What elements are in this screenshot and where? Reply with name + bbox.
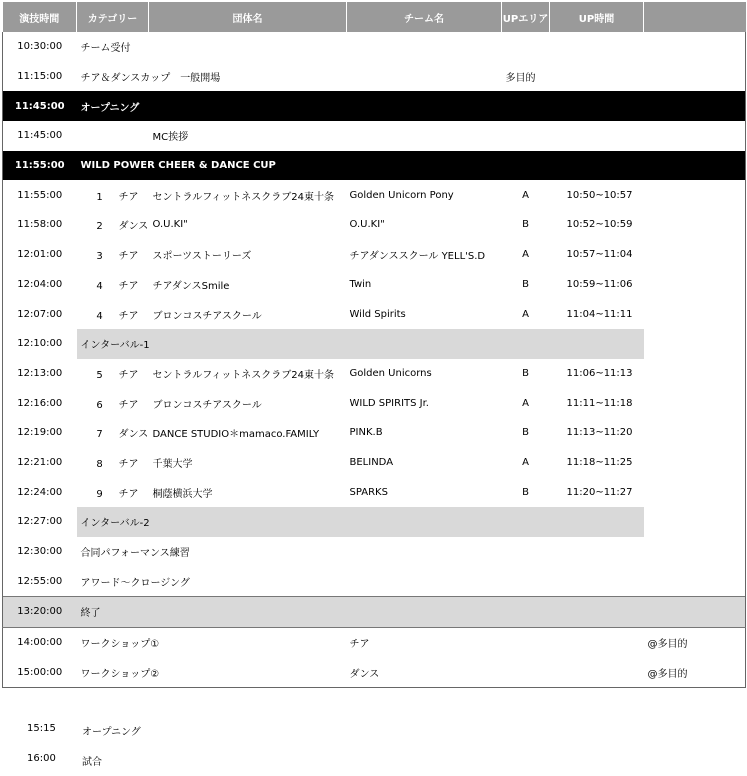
schedule-row (3, 537, 746, 567)
extra-cell (644, 62, 746, 92)
up-area-cell: B (522, 486, 529, 498)
schedule-table (2, 2, 746, 688)
time-cell: 12:19:00 (3, 418, 77, 448)
schedule-row (3, 657, 746, 687)
extra-cell: @多目的 (644, 627, 746, 657)
label-cell: MC挨拶 (149, 121, 746, 151)
extra-cell (644, 388, 746, 418)
up-area-cell: 多目的 (505, 73, 536, 85)
entry-category: ダンス (118, 221, 149, 233)
up-time-cell: 10:59~11:06 (566, 278, 633, 290)
section-title-cell: オープニング (77, 91, 746, 121)
extra-cell (644, 507, 746, 537)
interval-label-cell: インターバル-1 (77, 329, 644, 359)
team-name-cell: SPARKS (349, 486, 388, 498)
up-area-cell: A (522, 308, 529, 320)
entry-category: チア (118, 488, 139, 500)
extra-cell (644, 32, 746, 62)
group-name-cell: スポーツストーリーズ (152, 251, 252, 263)
header-team-name: チーム名 (347, 2, 502, 32)
interval-label-cell: インターバル-2 (77, 507, 644, 537)
group-name-cell: 桐蔭横浜大学 (152, 488, 213, 500)
group-name-cell: セントラルフィットネスクラブ24東十条 (152, 369, 335, 381)
after-schedule-time: 15:15 (27, 723, 56, 734)
extra-cell (644, 210, 746, 240)
entry-category: チア (118, 399, 139, 411)
time-cell: 11:45:00 (3, 91, 77, 121)
extra-cell: @多目的 (644, 657, 746, 687)
up-time-cell: 11:20~11:27 (566, 486, 633, 498)
schedule-row (3, 91, 746, 121)
group-name-cell: 千葉大学 (152, 458, 193, 470)
extra-cell (644, 240, 746, 270)
label-cell: ワークショップ① (80, 639, 160, 651)
schedule-row (3, 32, 746, 62)
label-cell: 終了 (77, 597, 746, 628)
after-schedule-item (0, 720, 300, 740)
category-cell (77, 359, 149, 389)
entry-number: 5 (96, 369, 103, 381)
time-cell: 15:00:00 (3, 657, 77, 687)
time-cell: 11:55:00 (3, 151, 77, 181)
team-name-cell: チアダンススクール YELL'S.D (349, 251, 486, 263)
after-schedule-time: 16:00 (27, 753, 56, 764)
group-name-cell: O.U.KI" (152, 219, 188, 231)
category-cell (77, 388, 149, 418)
up-time-cell: 10:50~10:57 (566, 189, 633, 201)
group-name-cell: ブロンコスチアスクール (152, 399, 262, 411)
extra-cell (644, 448, 746, 478)
schedule-row (3, 448, 746, 478)
entry-number: 7 (96, 429, 103, 441)
team-name-cell: PINK.B (349, 427, 383, 439)
up-area-cell: B (522, 427, 529, 439)
group-name-cell: セントラルフィットネスクラブ24東十条 (152, 191, 335, 203)
group-name-cell: ブロンコスチアスクール (152, 310, 262, 322)
schedule-row (3, 418, 746, 448)
header-performance-time: 演技時間 (3, 2, 77, 32)
label-cell: 合同パフォーマンス練習 (80, 548, 190, 560)
entry-category: チア (118, 458, 139, 470)
group-name-cell: DANCE STUDIO＊mamaco.FAMILY (152, 429, 320, 441)
entry-category: チア (118, 369, 139, 381)
schedule-row (3, 477, 746, 507)
up-time-cell: 11:11~11:18 (566, 397, 633, 409)
category-cell (77, 121, 149, 151)
time-cell: 12:27:00 (3, 507, 77, 537)
entry-category: チア (118, 310, 139, 322)
up-area-cell: A (522, 397, 529, 409)
up-area-cell (502, 537, 644, 567)
time-cell: 11:45:00 (3, 121, 77, 151)
header-up-time: UP時間 (550, 2, 644, 32)
up-area-cell (502, 566, 644, 596)
category-cell (77, 270, 149, 300)
team-name-cell: WILD SPIRITS Jr. (349, 397, 429, 409)
entry-number: 4 (96, 280, 103, 292)
up-time-cell: 11:06~11:13 (566, 367, 633, 379)
up-time-cell: 11:13~11:20 (566, 427, 633, 439)
schedule-row (3, 359, 746, 389)
extra-cell (644, 329, 746, 359)
time-cell: 13:20:00 (3, 597, 77, 628)
entry-number: 8 (96, 458, 103, 470)
section-title-cell: WILD POWER CHEER & DANCE CUP (77, 151, 746, 181)
extra-cell (644, 418, 746, 448)
label-cell: ワークショップ② (77, 657, 347, 687)
label-cell: チーム受付 (80, 43, 131, 55)
after-schedule-label: 試合 (82, 757, 102, 768)
up-area-cell (502, 32, 644, 62)
time-cell: 12:24:00 (3, 477, 77, 507)
time-cell: 10:30:00 (3, 32, 77, 62)
label-cell: チア＆ダンスカップ 一般開場 (80, 73, 221, 85)
entry-number: 6 (96, 399, 103, 411)
header-row (3, 2, 746, 32)
category-cell (77, 180, 149, 210)
time-cell: 11:55:00 (3, 180, 77, 210)
schedule-row (3, 299, 746, 329)
up-time-cell: 11:18~11:25 (566, 456, 633, 468)
time-cell: 12:30:00 (3, 537, 77, 567)
header-blank (644, 2, 746, 32)
schedule-row (3, 121, 746, 151)
header-group-name: 団体名 (149, 2, 347, 32)
team-name-cell: チア (349, 639, 370, 651)
entry-category: チア (118, 191, 139, 203)
time-cell: 12:13:00 (3, 359, 77, 389)
extra-cell (644, 566, 746, 596)
header-up-area: UPエリア (502, 2, 550, 32)
time-cell: 14:00:00 (3, 627, 77, 657)
entry-category: ダンス (118, 429, 149, 441)
schedule-row (3, 270, 746, 300)
team-name-cell: Twin (349, 278, 372, 290)
header-category: カテゴリー (77, 2, 149, 32)
extra-cell (644, 477, 746, 507)
extra-cell (644, 270, 746, 300)
up-time-cell: 10:52~10:59 (566, 219, 633, 231)
up-time-cell: 10:57~11:04 (566, 249, 633, 261)
team-name-cell: ダンス (347, 657, 644, 687)
time-cell: 12:01:00 (3, 240, 77, 270)
team-name-cell: BELINDA (349, 456, 394, 468)
schedule-row (3, 240, 746, 270)
category-cell (77, 299, 149, 329)
extra-cell (644, 537, 746, 567)
category-cell (77, 240, 149, 270)
time-cell: 11:58:00 (3, 210, 77, 240)
group-name-cell: チアダンスSmile (152, 280, 230, 292)
up-area-cell: B (522, 278, 529, 290)
schedule-row (3, 388, 746, 418)
up-area-cell: A (522, 189, 529, 201)
entry-number: 2 (96, 221, 103, 233)
up-area-cell: B (522, 367, 529, 379)
entry-number: 1 (96, 191, 103, 203)
category-cell (77, 448, 149, 478)
time-cell: 11:15:00 (3, 62, 77, 92)
schedule-row (3, 566, 746, 596)
up-area-cell: A (522, 456, 529, 468)
schedule-row (3, 329, 746, 359)
category-cell (77, 210, 149, 240)
schedule-row (3, 180, 746, 210)
schedule-row (3, 507, 746, 537)
up-time-cell: 11:04~11:11 (566, 308, 633, 320)
time-cell: 12:04:00 (3, 270, 77, 300)
extra-cell (644, 299, 746, 329)
schedule-row (3, 151, 746, 181)
label-cell: アワード～クロージング (80, 577, 190, 589)
up-area-cell: A (522, 249, 529, 261)
time-cell: 12:07:00 (3, 299, 77, 329)
team-name-cell: O.U.KI" (349, 219, 385, 231)
team-name-cell: Golden Unicorn Pony (349, 189, 454, 201)
extra-cell (644, 359, 746, 389)
time-cell: 12:21:00 (3, 448, 77, 478)
entry-number: 3 (96, 251, 103, 263)
schedule-row (3, 62, 746, 92)
entry-number: 4 (96, 310, 103, 322)
time-cell: 12:10:00 (3, 329, 77, 359)
category-cell (77, 477, 149, 507)
time-cell: 12:55:00 (3, 566, 77, 596)
schedule-row (3, 210, 746, 240)
after-schedule-item (0, 750, 300, 770)
schedule-row (3, 627, 746, 657)
time-cell: 12:16:00 (3, 388, 77, 418)
entry-category: チア (118, 280, 139, 292)
after-schedule-label: オープニング (82, 727, 141, 738)
category-cell (77, 418, 149, 448)
team-name-cell: Wild Spirits (349, 308, 406, 320)
up-area-cell: B (522, 219, 529, 231)
entry-category: チア (118, 251, 139, 263)
schedule-row (3, 597, 746, 628)
team-name-cell: Golden Unicorns (349, 367, 432, 379)
entry-number: 9 (96, 488, 103, 500)
extra-cell (644, 180, 746, 210)
